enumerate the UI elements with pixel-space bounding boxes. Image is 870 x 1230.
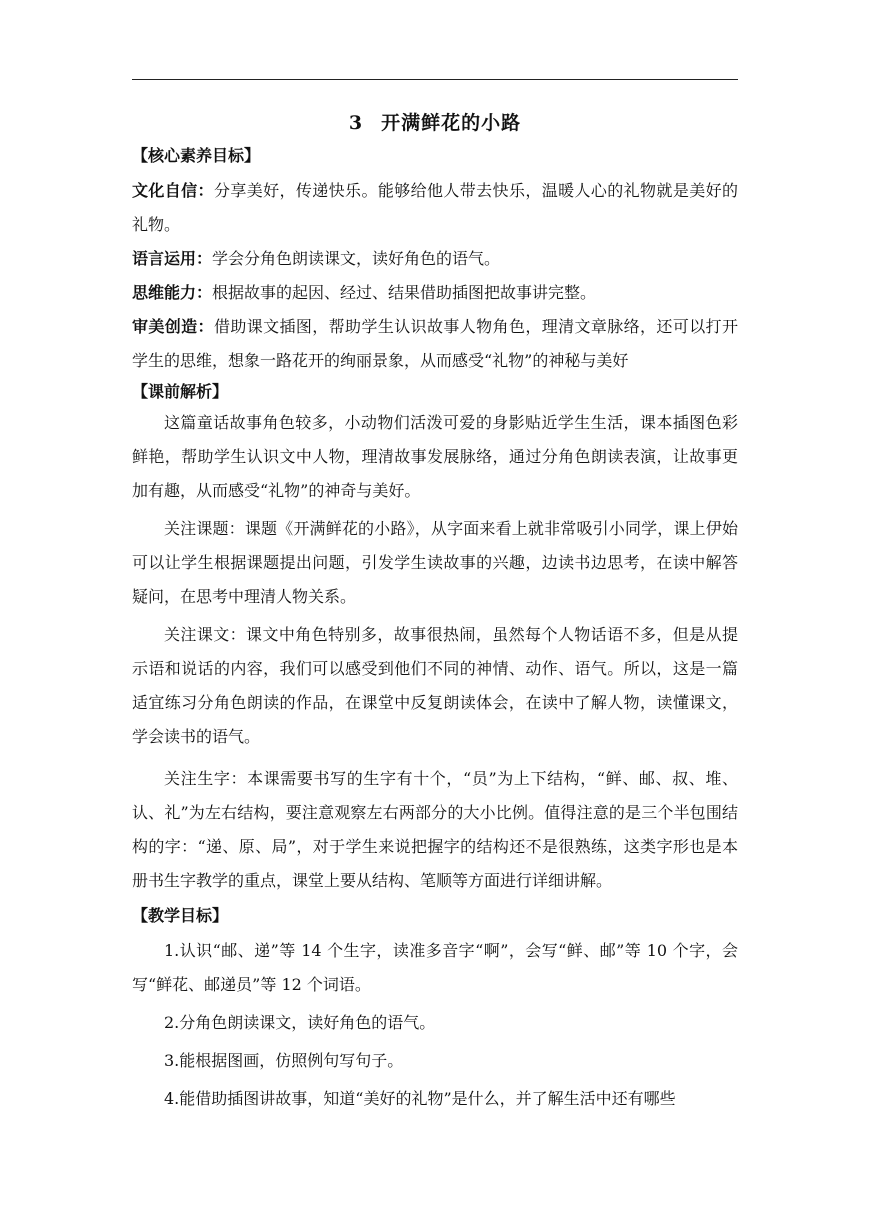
goal-text: 分享美好，传递快乐。能够给他人带去快乐，温暖人心的礼物就是美好的礼物。 xyxy=(132,181,738,234)
goal-item xyxy=(132,276,738,310)
goal-label: 文化自信： xyxy=(132,181,214,200)
objective-item: 1.认识“邮、递”等 14 个生字，读准多音字“啊”，会写“鲜、邮”等 10 个字，会写“鲜花、邮递员”等 12 个词语。 xyxy=(132,941,738,994)
section-heading-core-goals: 【核心素养目标】 xyxy=(132,146,261,165)
goal-label: 思维能力： xyxy=(132,283,213,302)
analysis-paragraph: 关注生字：本课需要书写的生字有十个，“员”为上下结构，“鲜、邮、叔、堆、认、礼”为左右结构，要注意观察左右两部分的大小比例。值得注意的是三个半包围结构的字：“递、原、局”，对于学生来说把握字的结构还不是很熟练，这类字形也是本册书生字教学的重点，课堂上要从结构、笔顺等方面进行详细讲解。 xyxy=(132,769,738,890)
section-heading-pre-class-analysis: 【课前解析】 xyxy=(132,382,229,401)
goal-item xyxy=(132,242,738,276)
goal-text: 根据故事的起因、经过、结果借助插图把故事讲完整。 xyxy=(212,283,597,302)
lesson-title-text: 开满鲜花的小路 xyxy=(381,112,522,134)
goal-label: 语言运用： xyxy=(132,249,213,268)
goal-text: 借助课文插图，帮助学生认识故事人物角色，理清文章脉络，还可以打开学生的思维，想象一路花开的绚丽景象，从而感受“礼物”的神秘与美好 xyxy=(132,317,738,370)
objective-item: 4.能借助插图讲故事，知道“美好的礼物”是什么，并了解生活中还有哪些 xyxy=(164,1089,676,1108)
document-body xyxy=(132,104,738,1116)
analysis-paragraph: 关注课文：课文中角色特别多，故事很热闹，虽然每个人物话语不多，但是从提示语和说话的内容，我们可以感受到他们不同的神情、动作、语气。所以，这是一篇适宜练习分角色朗读的作品，在课堂中反复朗读体会，在读中了解人物，读懂课文，学会读书的语气。 xyxy=(132,625,738,746)
header-rule xyxy=(132,79,738,80)
goal-item xyxy=(132,310,738,378)
lesson-title xyxy=(132,104,738,142)
goal-label: 审美创造： xyxy=(132,317,214,336)
analysis-paragraph: 关注课题：课题《开满鲜花的小路》，从字面来看上就非常吸引小同学，课上伊始可以让学生根据课题提出问题，引发学生读故事的兴趣，边读书边思考，在读中解答疑问，在思考中理清人物关系。 xyxy=(132,519,738,606)
objective-item: 2.分角色朗读课文，读好角色的语气。 xyxy=(164,1013,436,1032)
objective-item: 3.能根据图画，仿照例句写句子。 xyxy=(164,1051,404,1070)
analysis-paragraph: 这篇童话故事角色较多，小动物们活泼可爱的身影贴近学生生活，课本插图色彩鲜艳，帮助学生认识文中人物，理清故事发展脉络，通过分角色朗读表演，让故事更加有趣，从而感受“礼物”的神奇与美好。 xyxy=(132,413,738,500)
lesson-number: 3 xyxy=(348,112,364,134)
goal-item xyxy=(132,174,738,242)
section-heading-teaching-objectives: 【教学目标】 xyxy=(132,906,229,925)
goal-text: 学会分角色朗读课文，读好角色的语气。 xyxy=(212,249,501,268)
